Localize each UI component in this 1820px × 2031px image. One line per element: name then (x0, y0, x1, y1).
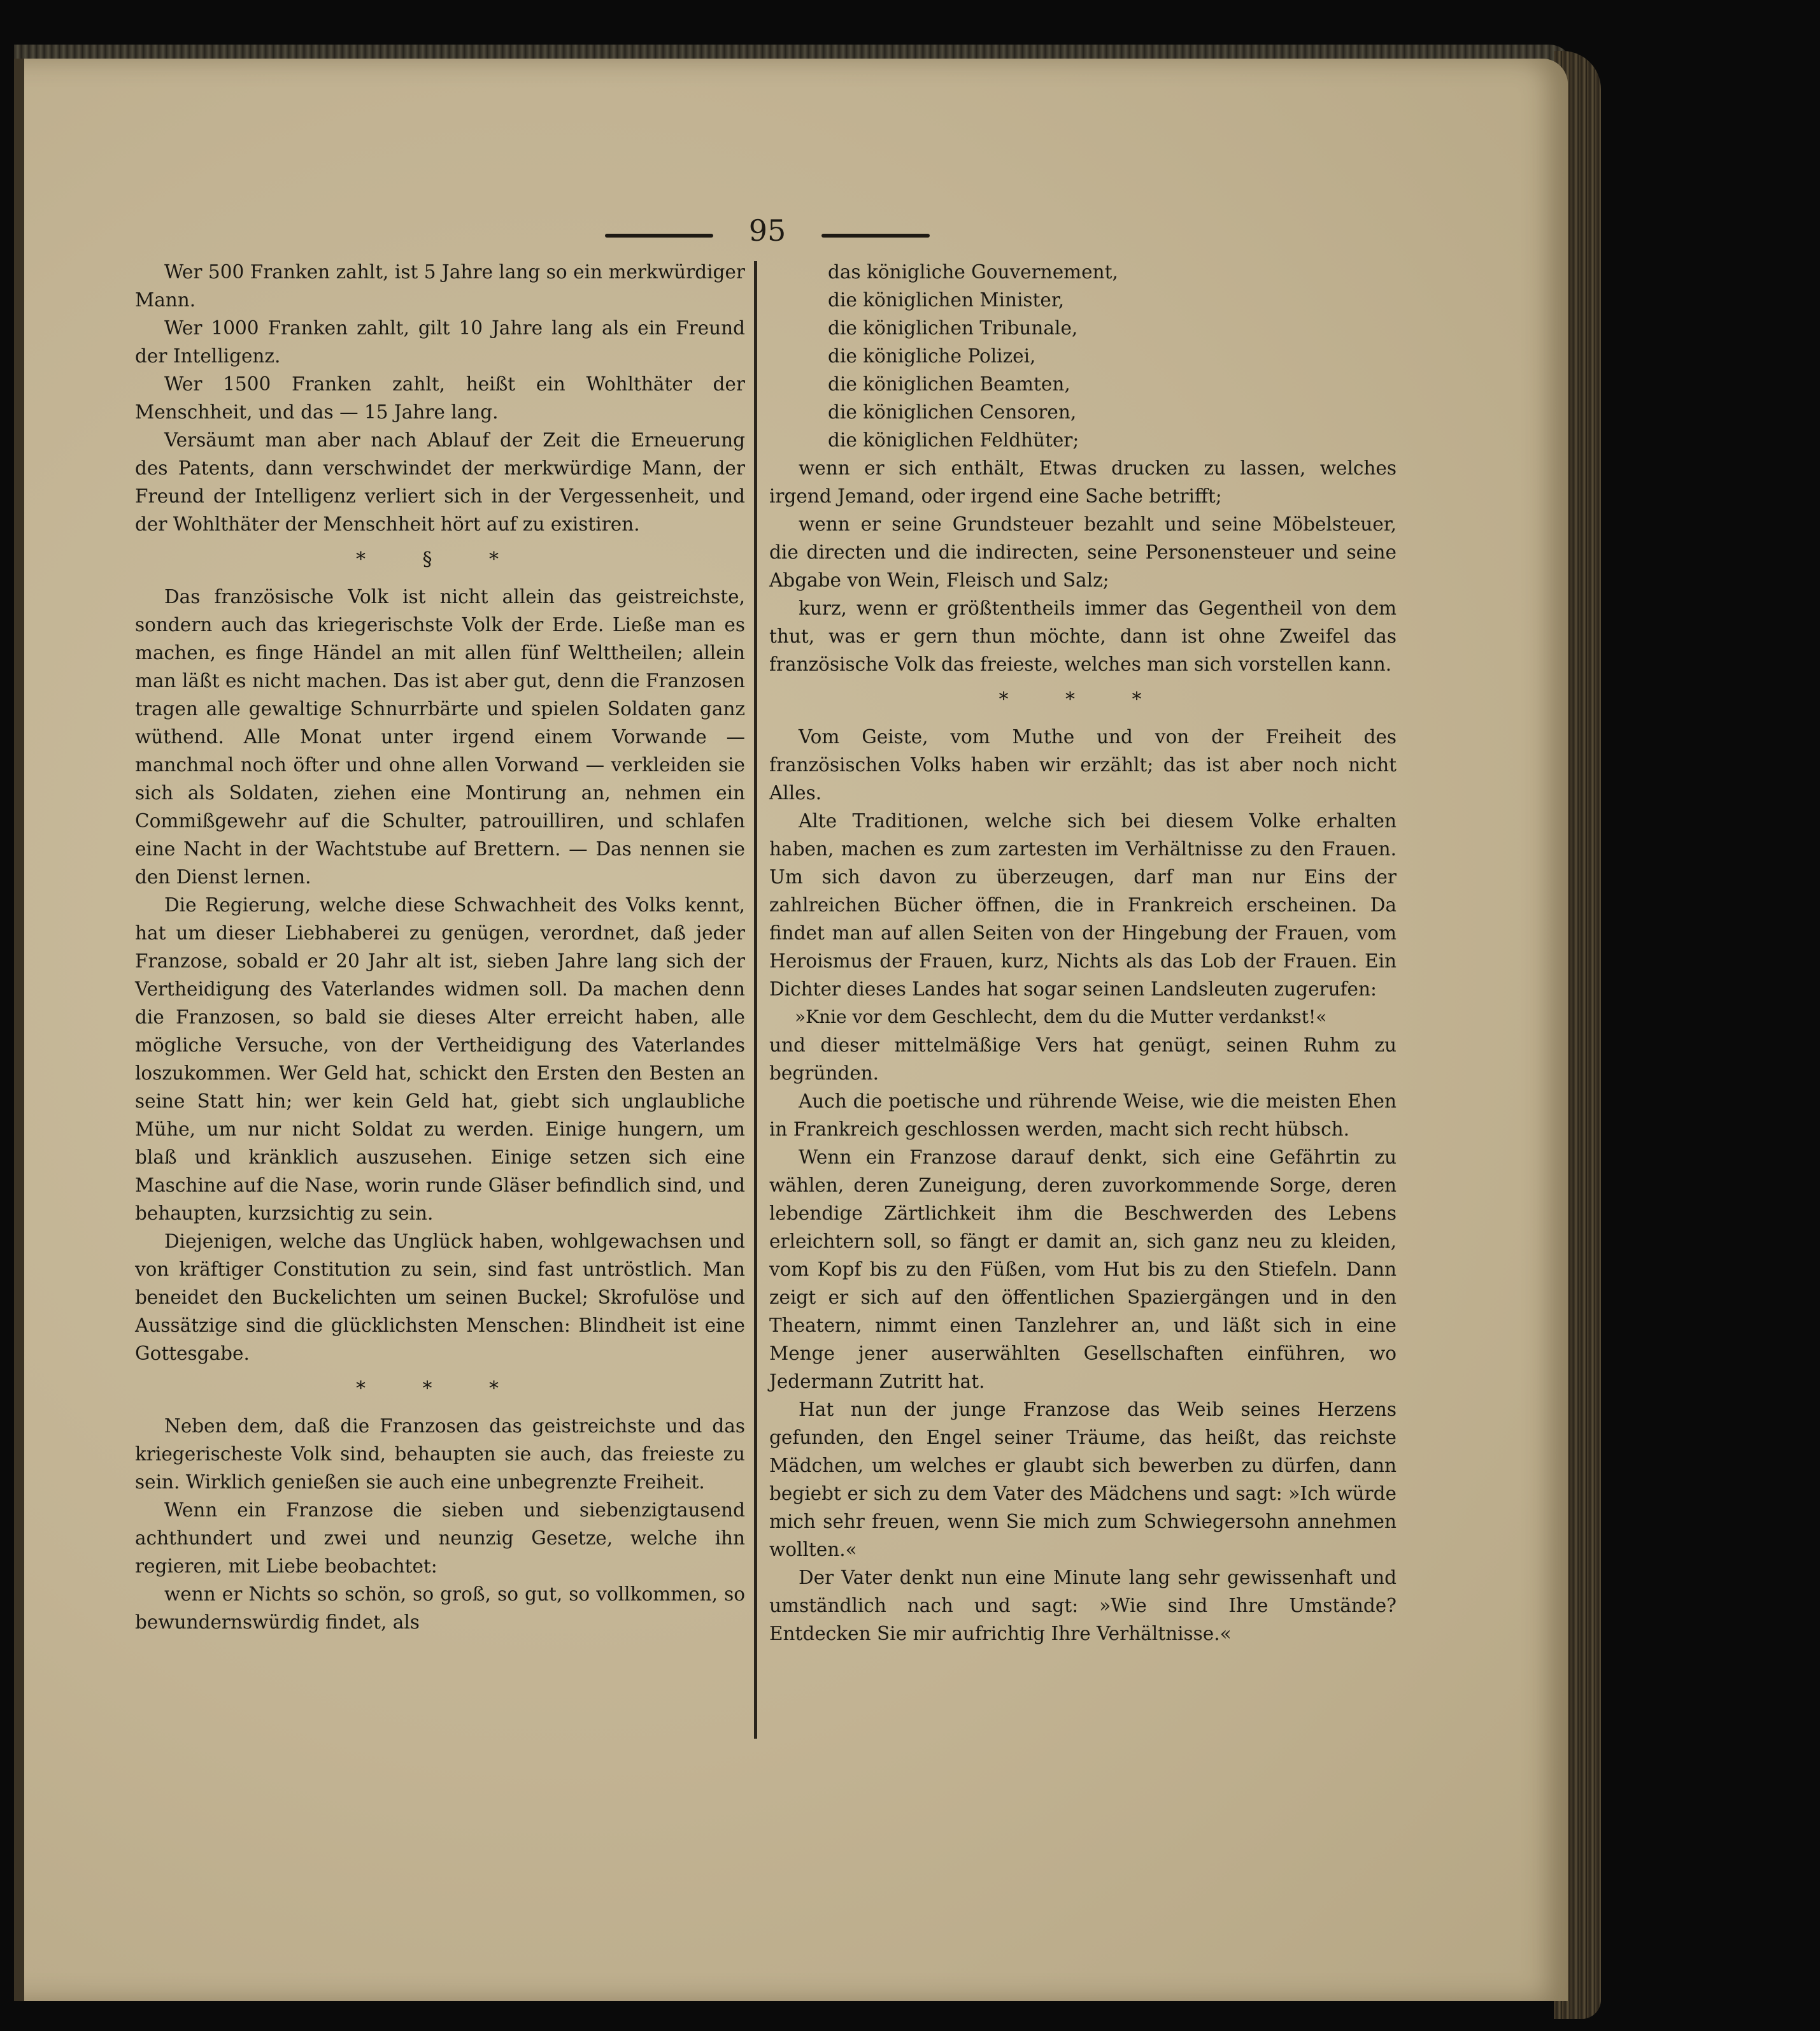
header-rule-left (605, 234, 713, 238)
paragraph: Diejenigen, welche das Unglück haben, wohlgewachsen und von kräftiger Constitution zu sein, sind fast untröstlich. Man beneidet den Buckelichten um seinen Buckel; Skrofulöse und Aussätzige sind die glücklichsten Menschen: Blindheit ist eine Gottesgabe. (135, 1230, 745, 1364)
list-item: die königlichen Feldhüter; (828, 429, 1079, 451)
paragraph: wenn er Nichts so schön, so groß, so gut, so vollkommen, so bewundernswürdig findet, als (135, 1583, 745, 1633)
list-item: die königlichen Censoren, (828, 401, 1077, 423)
verse-quote: »Knie vor dem Geschlecht, dem du die Mutter verdankst!« (795, 1006, 1327, 1027)
right-column (769, 258, 1397, 1648)
paragraph: Der Vater denkt nun eine Minute lang sehr gewissenhaft und umständlich nach und sagt: »Wie sind Ihre Umstände? Entdecken Sie mir aufrichtig Ihre Verhältnisse.« (769, 1567, 1397, 1644)
section-separator: * § * (355, 548, 525, 571)
paragraph: Wenn ein Franzose die sieben und siebenzigtausend achthundert und zwei und neunzig Gesetze, welche ihn regieren, mit Liebe beobachtet: (135, 1499, 745, 1577)
page-number: 95 (748, 213, 786, 248)
left-column (135, 258, 745, 1636)
paragraph: Wer 1000 Franken zahlt, gilt 10 Jahre lang als ein Freund der Intelligenz. (135, 317, 745, 367)
paragraph: Auch die poetische und rührende Weise, wie die meisten Ehen in Frankreich geschlossen werden, macht sich recht hübsch. (769, 1090, 1397, 1140)
paragraph: Versäumt man aber nach Ablauf der Zeit die Erneuerung des Patents, dann verschwindet der merkwürdige Mann, der Freund der Intelligenz verliert sich in der Vergessenheit, und der Wohlthäter der Menschheit hört auf zu existiren. (135, 429, 745, 535)
list-item: die königlichen Minister, (828, 289, 1065, 311)
list-item: die königlichen Beamten, (828, 373, 1070, 395)
header-rule-right (821, 234, 930, 238)
column-divider (754, 261, 757, 1739)
paragraph: wenn er sich enthält, Etwas drucken zu lassen, welches irgend Jemand, oder irgend eine Sache betrifft; (769, 457, 1397, 507)
paragraph: Die Regierung, welche diese Schwachheit des Volks kennt, hat um dieser Liebhaberei zu genügen, verordnet, daß jeder Franzose, sobald er 20 Jahr alt ist, sieben Jahre lang sich der Vertheidigung des Vaterlandes widmen soll. Da machen denn die Franzosen, so bald sie dieses Alter erreicht haben, alle mögliche Versuche, von der Vertheidigung des Vaterlandes loszukommen. Wer Geld hat, schickt den Ersten den Besten an seine Statt hin; wer kein Geld hat, giebt sich unglaubliche Mühe, um nur nicht Soldat zu werden. Einige hungern, um blaß und kränklich auszusehen. Einige setzen sich eine Maschine auf die Nase, worin runde Gläser befindlich sind, und behaupten, kurzsichtig zu sein. (135, 894, 745, 1224)
paragraph: und dieser mittelmäßige Vers hat genügt, seinen Ruhm zu begründen. (769, 1034, 1397, 1084)
paragraph: Hat nun der junge Franzose das Weib seines Herzens gefunden, den Engel seiner Träume, das heißt, das reichste Mädchen, um welches er glaubt sich bewerben zu dürfen, dann begiebt er sich zu dem Vater des Mädchens und sagt: »Ich würde mich sehr freuen, wenn Sie mich zum Schwiegersohn annehmen wollten.« (769, 1399, 1397, 1560)
paragraph: Vom Geiste, vom Muthe und von der Freiheit des französischen Volks haben wir erzählt; das ist aber noch nicht Alles. (769, 726, 1397, 804)
paragraph: Wer 500 Franken zahlt, ist 5 Jahre lang so ein merkwürdiger Mann. (135, 261, 745, 311)
book-gutter (14, 59, 24, 2001)
paragraph: kurz, wenn er größtentheils immer das Gegentheil von dem thut, was er gern thun möchte, dann ist ohne Zweifel das französische Volk das freieste, welches man sich vorstellen kann. (769, 597, 1397, 675)
paragraph: Alte Traditionen, welche sich bei diesem Volke erhalten haben, machen es zum zartesten im Verhältnisse zu den Frauen. Um sich davon zu überzeugen, darf man nur Eins der zahlreichen Bücher öffnen, die in Frankreich erscheinen. Da findet man auf allen Seiten von der Hingebung der Frauen, vom Heroismus der Frauen, kurz, Nichts als das Lob der Frauen. Ein Dichter dieses Landes hat sogar seinen Landsleuten zugerufen: (769, 810, 1397, 1000)
paragraph: Wenn ein Franzose darauf denkt, sich eine Gefährtin zu wählen, deren Zuneigung, deren zuvorkommende Sorge, deren lebendige Zärtlichkeit ihm die Beschwerden des Lebens erleichtern soll, so fängt er damit an, sich ganz neu zu kleiden, vom Kopf bis zu den Füßen, vom Hut bis zu den Stiefeln. Dann zeigt er sich auf den öffentlichen Spaziergängen und in den Theatern, nimmt einen Tanzlehrer an, und läßt sich in eine Menge jener auserwählten Gesellschaften einführen, wo Jedermann Zutritt hat. (769, 1146, 1397, 1392)
list-item: die königlichen Tribunale, (828, 317, 1078, 339)
section-separator: * * * (355, 1378, 525, 1400)
paragraph: Neben dem, daß die Franzosen das geistreichste und das kriegerischeste Volk sind, behaupten sie auch, das freieste zu sein. Wirklich genießen sie auch eine unbegrenzte Freiheit. (135, 1415, 745, 1493)
page-header (605, 213, 936, 252)
list-item: die königliche Polizei, (828, 345, 1036, 367)
paragraph: wenn er seine Grundsteuer bezahlt und seine Möbelsteuer, die directen und die indirecten, seine Personensteuer und seine Abgabe von Wein, Fleisch und Salz; (769, 513, 1397, 591)
paragraph: Wer 1500 Franken zahlt, heißt ein Wohlthäter der Menschheit, und das — 15 Jahre lang. (135, 373, 745, 423)
section-separator: * * * (999, 688, 1167, 711)
list-item: das königliche Gouvernement, (828, 261, 1118, 283)
paragraph: Das französische Volk ist nicht allein das geistreichste, sondern auch das kriegerischste Volk der Erde. Ließe man es machen, es finge Händel an mit allen fünf Welttheilen; allein man läßt es nicht machen. Das ist aber gut, denn die Franzosen tragen alle gewaltige Schnurrbärte und spielen Soldaten ganz wüthend. Alle Monat unter irgend einem Vorwande — manchmal noch öfter und ohne allen Vorwand — verkleiden sie sich als Soldaten, ziehen eine Montirung an, nehmen ein Commißgewehr auf die Schulter, patrouilliren, und schlafen eine Nacht in der Wachtstube auf Brettern. — Das nennen sie den Dienst lernen. (135, 586, 745, 888)
